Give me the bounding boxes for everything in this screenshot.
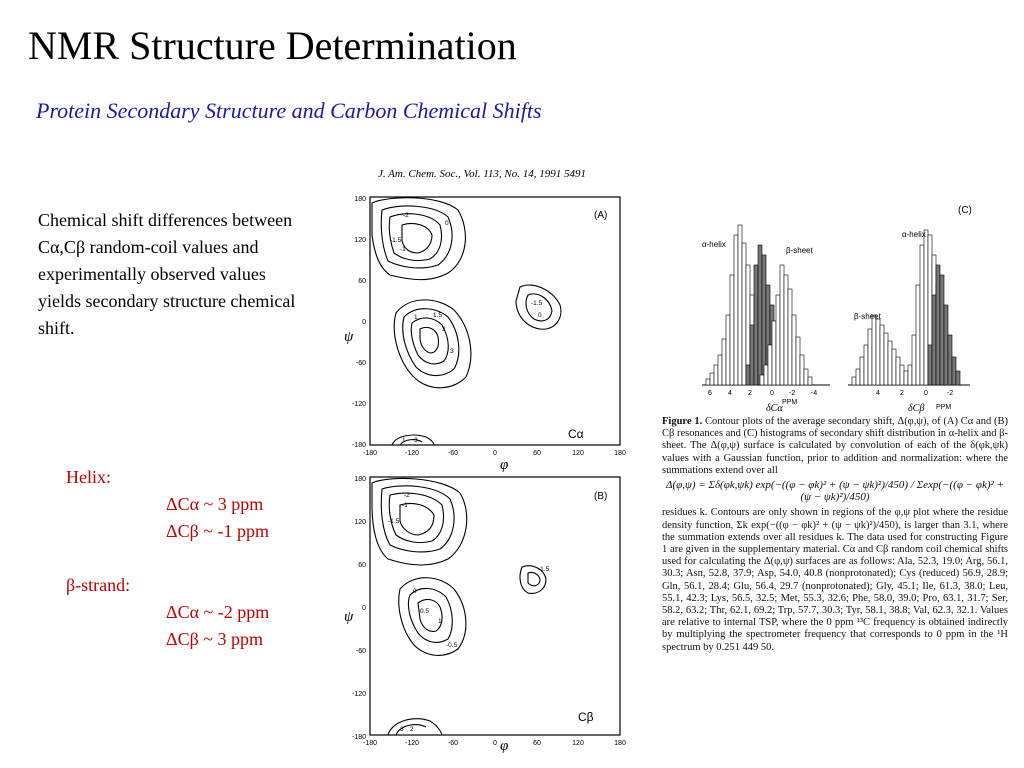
a-xtick-0: 0 — [493, 450, 497, 457]
histogram-bar — [884, 333, 888, 385]
b-ytick-0: 0 — [362, 605, 366, 612]
caption-equation: Δ(φ,ψ) = Σδ(φk,ψk) exp(−((φ − φk)² + (ψ − ψk)²)/450) / Σexp(−((φ − φk)² + (ψ − ψk)²)/450) — [666, 479, 1004, 504]
ca-tick-m2: -2 — [788, 390, 796, 397]
b-contour-label-7: 1 — [438, 618, 442, 625]
caption-part-1: Contour plots of the average secondary shift, Δ(φ,ψ), of (A) Cα and (B) Cβ resonances and (C) histograms of secondary shift distribution in α-helix and β-sheet. The Δ(φ,ψ) surface is calculated by convolution of each of the δ(φk,ψk) values with a Gaussian function, prior to addition and normalization: where the summations extend over all — [662, 416, 1008, 476]
b-contour-label-6: -0.5 — [446, 642, 458, 649]
contour-plot-a — [344, 196, 626, 473]
b-contour-label-10: 2 — [410, 726, 414, 733]
helix-label: Helix: — [66, 467, 111, 487]
a-ytick-120: 120 — [354, 237, 366, 244]
helix-cb-shift: ΔCβ ~ -1 ppm — [166, 521, 269, 541]
histogram-bar — [714, 365, 718, 385]
histogram-bar — [904, 371, 908, 385]
a-xtick-60: 60 — [533, 450, 541, 457]
histogram-bar — [784, 275, 788, 385]
a-ytick-m120: -120 — [351, 401, 366, 408]
a-contour-label-10: 0 — [538, 312, 542, 319]
panel-b-nucleus: Cβ — [578, 710, 594, 724]
histogram-bar — [792, 315, 796, 385]
histogram-bar — [944, 305, 948, 385]
histogram-bar — [750, 325, 754, 385]
histogram-bar — [852, 377, 856, 385]
histogram-bar — [956, 371, 960, 385]
histogram-bar — [932, 295, 936, 385]
b-contour-label-5: 0.5 — [420, 608, 430, 615]
caption-part-2: residues k. Contours are only shown in regions of the φ,ψ plot where the residue density function, Σk exp(−((φ − φk)² + (ψ − ψk)²)/450), is larger than 3.1, where the summation extends over all residues k. The data used for constructing Figure 1 are given in the supplementary material. Cα and Cβ random coil chemical shifts used for calculating the Δ(φ,ψ) surfaces are as follows: Ala, 52.3, 19.0; Arg, 56.1, 30.3; Asn, 52.8, 37.9; Asp, 54.0, 40.8 (nonprotonated); Cys (reduced) 56.9, 28.9; Gln, 56.1, 28.4; Glu, 56.4, 29.7 (nonprotonated); Gly, 45.1; Ile, 61.3, 38.0; Leu, 55.1, 42.3; Lys, 56.5, 32.5; Met, 55.3, 32.6; Phe, 58.0, 39.0; Pro, 63.1, 31.7; Ser, 58.2, 63.2; Thr, 62.1, 69.2; Trp, 57.7, 30.3; Tyr, 58.1, 38.8; Val, 62.3, 32.1. Values are relative to internal TSP, where the 0 ppm ¹³C frequency is obtained indirectly by multiplying the spectrometer frequency that corresponds to 0 ppm in the ¹H spectrum by 0.251 449 50. — [662, 507, 1008, 653]
b-xtick-60: 60 — [533, 740, 541, 747]
histogram-bar — [940, 275, 944, 385]
histogram-bar — [900, 365, 904, 385]
a-contour-label-11: 1 — [402, 437, 406, 444]
ca-ppm-label: PPM — [782, 399, 798, 406]
histogram-bar — [760, 375, 764, 385]
intro-text: Chemical shift differences between Cα,Cβ random-coil values and experimentally observed values yields secondary structure chemical shift. — [38, 210, 296, 338]
histogram-bar — [754, 265, 758, 385]
strand-ca-shift: ΔCα ~ -2 ppm — [166, 602, 270, 622]
panel-b-psi-label: ψ — [344, 609, 354, 625]
a-xtick-m180: -180 — [362, 450, 378, 457]
slide-subtitle: Protein Secondary Structure and Carbon Chemical Shifts — [36, 98, 542, 123]
b-contour-label-9: 3 — [400, 726, 404, 733]
b-xtick-0: 0 — [493, 740, 497, 747]
histogram-bar — [796, 337, 800, 385]
b-xtick-m60: -60 — [447, 740, 459, 747]
helix-ca-shift: ΔCα ~ 3 ppm — [166, 494, 264, 514]
ca-tick-2: 2 — [748, 390, 752, 397]
a-contour-label-7: 2 — [442, 326, 446, 333]
slide-title: NMR Structure Determination — [28, 23, 517, 68]
b-contour-label-2: -1 — [402, 502, 408, 509]
b-ytick-120: 120 — [354, 519, 366, 526]
histogram-bar — [868, 329, 872, 385]
histogram-bar — [856, 369, 860, 385]
histogram-bar — [730, 275, 734, 385]
histogram-bar — [912, 335, 916, 385]
ca-tick-0: 0 — [770, 390, 774, 397]
hist-ca-beta-label: β-sheet — [786, 246, 813, 255]
histogram-bar — [804, 369, 808, 385]
histogram-bar — [948, 335, 952, 385]
b-ytick-180: 180 — [354, 476, 366, 483]
b-xtick-120: 120 — [572, 740, 584, 747]
a-contour-label-6: 1.5 — [433, 312, 443, 319]
hist-cb-beta-label: β-sheet — [854, 312, 881, 321]
histogram-bar — [722, 339, 726, 385]
b-ytick-60: 60 — [358, 562, 366, 569]
cb-tick-2: 2 — [900, 390, 904, 397]
histogram-bar — [896, 357, 900, 385]
b-contour-label-1: -2 — [404, 492, 410, 499]
a-contour-label-1: -2 — [403, 212, 409, 219]
b-xtick-180: 180 — [614, 740, 626, 747]
a-ytick-60: 60 — [358, 278, 366, 285]
a-ytick-0: 0 — [362, 319, 366, 326]
a-contour-label-5: 1 — [414, 314, 418, 321]
histogram-bar — [924, 230, 928, 385]
histogram-bar — [920, 245, 924, 385]
histogram-bar — [908, 365, 912, 385]
histogram-bar — [772, 321, 776, 385]
b-ytick-m180: -180 — [351, 734, 366, 741]
histogram-bar — [764, 365, 768, 385]
histogram-bar — [758, 245, 762, 385]
hist-ca-alpha-label: α-helix — [702, 240, 726, 249]
histogram-bar — [916, 285, 920, 385]
a-contour-label-2: -1.5 — [390, 237, 402, 244]
histogram-bar — [864, 345, 868, 385]
a-contour-label-12: 3 — [414, 437, 418, 444]
ca-tick-m4: -4 — [810, 390, 818, 397]
cb-tick-0: 0 — [924, 390, 928, 397]
panel-a-psi-label: ψ — [344, 329, 354, 345]
a-ytick-180: 180 — [354, 196, 366, 203]
cb-ppm-label: PPM — [936, 404, 952, 411]
a-ytick-m180: -180 — [351, 442, 366, 449]
a-contour-label-3: 0 — [445, 220, 449, 227]
histogram-bar — [746, 365, 750, 385]
histogram-bar — [928, 345, 932, 385]
histogram-bar — [936, 265, 940, 385]
journal-header: J. Am. Chem. Soc., Vol. 113, No. 14, 1991 5491 — [378, 168, 586, 180]
a-xtick-m60: -60 — [447, 450, 459, 457]
strand-cb-shift: ΔCβ ~ 3 ppm — [166, 629, 263, 649]
ca-tick-4: 4 — [728, 390, 732, 397]
b-contour-label-4: 0 — [413, 588, 417, 595]
b-contour-label-3: -1.5 — [388, 518, 400, 525]
caption-lead: Figure 1. — [662, 416, 703, 427]
histogram-bar — [726, 315, 730, 385]
b-ytick-m60: -60 — [355, 648, 366, 655]
b-ytick-m120: -120 — [351, 691, 366, 698]
histogram-bar — [780, 265, 784, 385]
figure-caption — [662, 416, 1008, 654]
shift-summary — [66, 464, 269, 653]
histogram-bar — [710, 373, 714, 385]
histogram-bar — [872, 315, 876, 385]
hist-cb-alpha-label: α-helix — [902, 230, 926, 239]
a-xtick-180: 180 — [614, 450, 626, 457]
histogram-bar — [808, 377, 812, 385]
histogram-bar — [768, 345, 772, 385]
a-contour-label-4: -1 — [400, 246, 406, 253]
panel-a-tag: (A) — [594, 210, 608, 221]
b-xtick-m120: -120 — [404, 740, 420, 747]
histogram-bar — [876, 319, 880, 385]
a-xtick-m120: -120 — [404, 450, 420, 457]
ca-delta-label: δCα — [766, 403, 783, 414]
histogram-bar — [952, 357, 956, 385]
histogram-bar — [800, 355, 804, 385]
histogram-bar — [776, 295, 780, 385]
a-xtick-120: 120 — [572, 450, 584, 457]
histogram-bar — [706, 379, 710, 385]
cb-delta-label: δCβ — [908, 403, 925, 414]
panel-a-nucleus: Cα — [568, 427, 584, 441]
cb-tick-m2: -2 — [946, 390, 954, 397]
a-contour-label-8: 3 — [450, 348, 454, 355]
histogram-bar — [734, 235, 738, 385]
a-ytick-m60: -60 — [355, 360, 366, 367]
histogram-bar — [888, 341, 892, 385]
panel-a-phi-label: φ — [500, 457, 509, 473]
histogram-bar — [860, 357, 864, 385]
histogram-bar — [718, 355, 722, 385]
a-contour-label-9: -1.5 — [531, 300, 543, 307]
ca-tick-6: 6 — [708, 390, 712, 397]
histogram-bar — [880, 325, 884, 385]
strand-label: β-strand: — [66, 575, 131, 595]
panel-b-phi-label: φ — [500, 738, 509, 754]
panel-b-tag: (B) — [594, 491, 608, 502]
b-contour-label-8: -1.5 — [538, 566, 550, 573]
histogram-bar — [742, 243, 746, 385]
histogram-bar — [788, 289, 792, 385]
contour-plot-b — [344, 476, 626, 754]
panel-c-tag: (C) — [958, 205, 972, 216]
histogram-bar — [892, 349, 896, 385]
b-xtick-m180: -180 — [362, 740, 378, 747]
cb-tick-4: 4 — [876, 390, 880, 397]
histogram-bar — [738, 225, 742, 385]
histogram-panel — [702, 205, 972, 414]
